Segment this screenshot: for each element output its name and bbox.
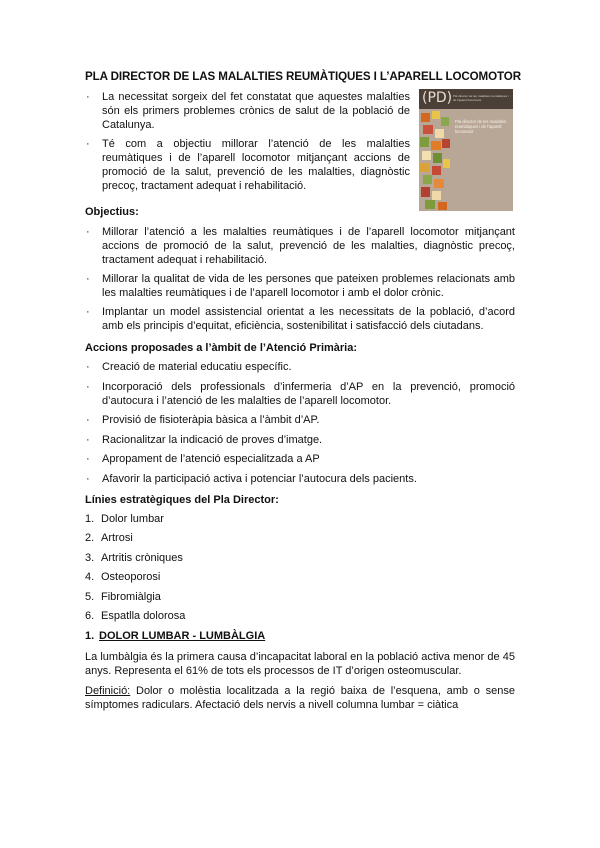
cover-small-text: Pla director de les malalties reumàtiques i de l'aparell locomotor	[453, 94, 509, 102]
section1-heading	[85, 629, 515, 643]
definition-text: Dolor o molèstia localitzada a la regió baixa de l’esquena, amb o sense símptomes radiculars. Afectació dels nervis a nivell columna lumbar = ciàtica	[85, 685, 515, 711]
objectius-item: · Millorar l’atenció a les malalties reumàtiques i de l’aparell locomotor mitjançant accions de promoció de la salut, prevenció de les malalties, diagnòstic precoç, tractament adequat i rehabilitació.	[85, 225, 515, 267]
accions-item: · Creació de material educatiu específic.	[85, 360, 515, 374]
intro-item: · Té com a objectiu millorar l’atenció de les malalties reumàtiques i de l’aparell locomotor mitjançant accions de promoció de la salut, prevenció de les malalties, diagnòstic precoç, tractament adequat i rehabilitació.	[85, 137, 410, 193]
definition-paragraph	[85, 684, 515, 712]
linies-text: Fibromiàlgia	[101, 590, 161, 603]
linies-number: 5.	[85, 590, 95, 603]
objectius-heading: Objectius:	[85, 206, 139, 218]
linies-item	[85, 590, 515, 604]
linies-list	[85, 512, 515, 624]
accions-item: · Racionalitzar la indicació de proves d’imatge.	[85, 433, 515, 447]
linies-item	[85, 609, 515, 623]
accions-item: · Provisió de fisioteràpia bàsica a l’àmbit d’AP.	[85, 413, 515, 427]
linies-text: Artritis cròniques	[101, 551, 183, 564]
intro-list	[85, 90, 410, 198]
linies-item	[85, 531, 515, 545]
accions-item: · Incorporació dels professionals d’infermeria d’AP en la prevenció, promoció d’autocura i l’atenció de les malalties de l’aparell locomotor.	[85, 380, 515, 408]
document-body	[85, 205, 515, 718]
objectius-item: · Implantar un model assistencial orientat a les necessitats de la població, d’acord amb els principis d’equitat, eficiència, sostenibilitat i satisfacció dels ciutadans.	[85, 305, 515, 333]
linies-text: Artrosi	[101, 532, 133, 544]
linies-number: 3.	[85, 551, 95, 564]
section1-title: DOLOR LUMBAR - LUMBÀLGIA	[99, 630, 266, 642]
cover-image	[419, 89, 513, 211]
objectius-item: · Millorar la qualitat de vida de les persones que pateixen problemes relacionats amb les malalties reumàtiques i de l’aparell locomotor i amb el dolor crònic.	[85, 272, 515, 300]
definition-label: Definició:	[85, 685, 131, 697]
objectius-list	[85, 225, 515, 333]
linies-text: Espatlla dolorosa	[101, 610, 186, 622]
accions-item: · Afavorir la participació activa i potenciar l’autocura dels pacients.	[85, 472, 515, 486]
linies-number: 2.	[85, 532, 95, 544]
section1-paragraph: La lumbàlgia és la primera causa d’incapacitat laboral en la població activa menor de 45 anys. Representa el 61% de tots els processos de IT d’origen osteomuscular.	[85, 651, 515, 677]
linies-text: Dolor lumbar	[101, 512, 164, 525]
cover-text: Pla director de les malalties reumàtiques i de l'aparell locomotor	[455, 119, 507, 134]
accions-heading: Accions proposades a l’àmbit de l’Atenció Primària:	[85, 342, 358, 354]
linies-item	[85, 512, 515, 526]
linies-number: 4.	[85, 571, 95, 583]
document-title: PLA DIRECTOR DE LAS MALALTIES REUMÀTIQUES I L’APARELL LOCOMOTOR	[85, 70, 521, 83]
linies-item	[85, 551, 515, 565]
linies-number: 1.	[85, 512, 95, 525]
puzzle-graphic	[419, 109, 451, 211]
cover-logo: (PD)	[422, 90, 453, 106]
linies-heading: Línies estratègiques del Pla Director:	[85, 493, 279, 506]
intro-item: · La necessitat sorgeix del fet constatat que aquestes malalties són els primers problemes crònics de salut de la població de Catalunya.	[85, 90, 410, 132]
accions-list	[85, 360, 515, 486]
section1-number: 1.	[85, 630, 95, 642]
linies-text: Osteoporosi	[101, 571, 161, 583]
linies-number: 6.	[85, 610, 95, 622]
accions-item: · Apropament de l’atenció especialitzada a AP	[85, 452, 515, 466]
linies-item	[85, 570, 515, 584]
